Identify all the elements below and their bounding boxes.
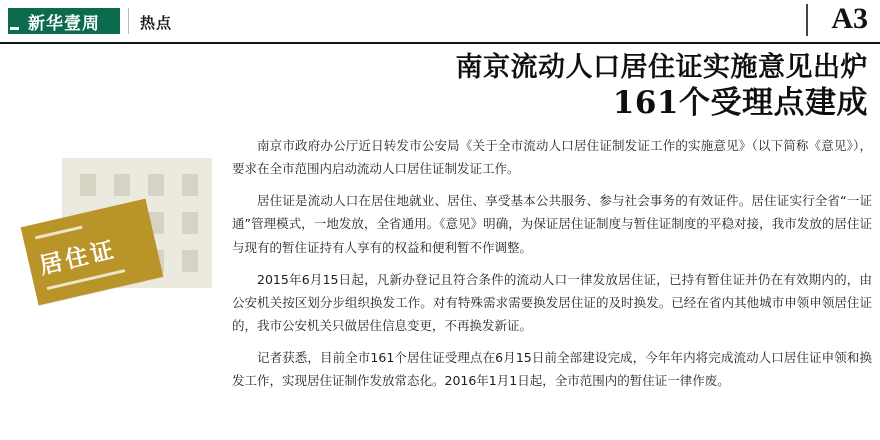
residence-permit-card-label: 居住证 <box>37 236 119 280</box>
window-block <box>80 174 96 196</box>
article-paragraph: 记者获悉，目前全市161个居住证受理点在6月15日前全部建设完成，今年年内将完成流动人口居住证申领和换发工作，实现居住证制作发放常态化。2016年1月1日起，全市范围内的暂住证一律作废。 <box>232 350 872 389</box>
window-block <box>182 212 198 234</box>
page-number: A3 <box>831 2 868 35</box>
article-paragraph: 南京市政府办公厅近日转发市公安局《关于全市流动人口居住证制发证工作的实施意见》（以下简称《意见》），要求在全市范围内启动流动人口居住证制发证工作。 <box>232 138 872 177</box>
headline-sub: 161个受理点建成 <box>612 84 868 121</box>
window-block <box>148 174 164 196</box>
section-label: 热点 <box>140 15 173 32</box>
residence-permit-card <box>21 199 164 306</box>
masthead <box>0 0 880 44</box>
publication-logo-text: 新华壹周 <box>28 13 100 34</box>
publication-logo <box>8 8 120 34</box>
page-number-rule <box>806 4 808 36</box>
article-paragraph: 2015年6月15日起，凡新办登记且符合条件的流动人口一律发放居住证，已持有暂住证并仍在有效期内的，由公安机关按区划分步组织换发工作。对有特殊需求需要换发居住证的及时换发。已经在省内其他城市申领申领居住证的，我市公安机关只做居住信息变更，不再换发新证。 <box>232 271 872 333</box>
card-line-top <box>35 226 82 240</box>
logo-dash-icon <box>10 27 19 30</box>
masthead-rule <box>0 42 880 44</box>
window-block <box>182 174 198 196</box>
masthead-divider <box>128 8 129 34</box>
window-block <box>182 250 198 272</box>
article-illustration <box>24 150 224 360</box>
article-paragraph: 居住证是流动人口在居住地就业、居住、享受基本公共服务、参与社会事务的有效证件。居住证实行全省“一证通”管理模式，一地发放，全省通用。《意见》明确，为保证居住证制度与暂住证制度的平稳对接，我市发放的居住证与现有的暂住证持有人享有的权益和便利暂不作调整。 <box>232 193 872 255</box>
headline-block <box>232 52 868 122</box>
article-body <box>232 134 872 401</box>
headline-main: 南京流动人口居住证实施意见出炉 <box>455 52 868 83</box>
window-block <box>114 174 130 196</box>
